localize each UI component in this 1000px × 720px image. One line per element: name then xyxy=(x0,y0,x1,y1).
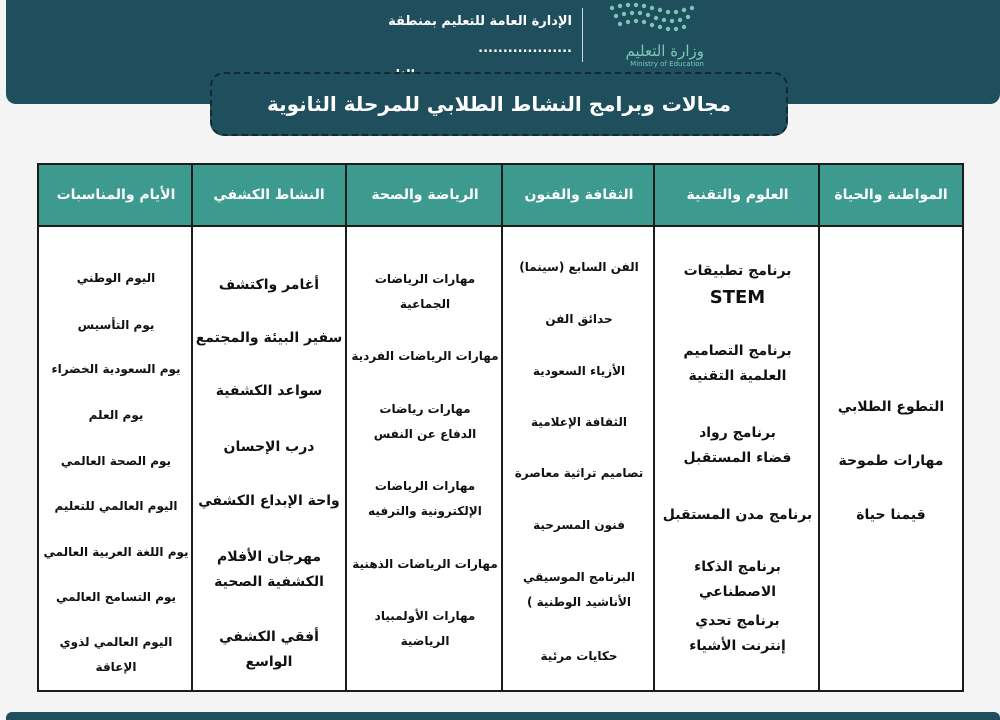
list-item: يوم الصحة العالمي xyxy=(60,454,172,468)
column-culture xyxy=(501,165,655,690)
list-item: سفير البيئة والمجتمع xyxy=(195,330,343,346)
list-item: الثقافة الإعلامية xyxy=(531,415,627,429)
list-item: STEM xyxy=(709,287,766,308)
logo-wordmark: وزارة التعليم xyxy=(625,42,704,60)
column-body xyxy=(820,227,962,690)
column-science xyxy=(653,165,820,690)
list-item: مهارات الأولمبياد الرياضية xyxy=(374,609,476,648)
list-item: يوم السعودية الخضراء xyxy=(51,362,181,376)
column-citizenship xyxy=(818,165,962,690)
column-body xyxy=(39,227,193,690)
list-item: التطوع الطلابي xyxy=(837,399,945,415)
list-item: يوم اللغة العربية العالمي xyxy=(43,545,189,559)
title-box xyxy=(210,72,788,136)
column-header: النشاط الكشفي xyxy=(193,165,345,227)
list-item: البرنامج الموسيقي الأناشيد الوطنية ) xyxy=(523,570,635,609)
list-item: اليوم العالمي للتعليم xyxy=(54,499,178,513)
list-item: اليوم العالمي لذوي الإعاقة xyxy=(59,635,173,674)
column-sports xyxy=(345,165,503,690)
list-item: مهارات طموحة xyxy=(838,453,944,469)
column-scouting xyxy=(191,165,345,690)
list-item: واحة الإبداع الكشفي xyxy=(198,493,340,509)
list-item: مهارات رياضات الدفاع عن النفس xyxy=(373,402,477,441)
list-item: برنامج تطبيقات xyxy=(683,263,792,279)
list-item: برنامج مدن المستقبل xyxy=(662,507,813,523)
list-item: مهرجان الأفلام الكشفية الصحية xyxy=(214,549,324,590)
list-item: يوم التأسيس xyxy=(77,318,155,332)
list-item: مهارات الرياضات الفردية xyxy=(351,349,499,363)
region-line: الإدارة العامة للتعليم بمنطقة ................... xyxy=(388,14,572,56)
column-header: الرياضة والصحة xyxy=(347,165,503,227)
column-body xyxy=(193,227,345,690)
list-item: سواعد الكشفية xyxy=(215,383,323,399)
list-item: درب الإحسان xyxy=(223,439,315,455)
list-item: أفقي الكشفي الواسع xyxy=(219,629,319,670)
list-item: أغامر واكتشف xyxy=(218,277,320,293)
programs-table xyxy=(37,163,964,692)
list-item: برنامج التصاميم العلمية التقنية xyxy=(683,343,792,384)
page-title: مجالات وبرامج النشاط الطلابي للمرحلة الثانوية xyxy=(266,92,732,116)
list-item: يوم العلم xyxy=(88,408,144,422)
list-item: يوم التسامح العالمي xyxy=(55,590,177,604)
column-body xyxy=(503,227,655,690)
list-item: مهارات الرياضات الذهنية xyxy=(352,557,498,571)
logo-subtitle: Ministry of Education xyxy=(630,60,704,68)
list-item: برنامج الذكاء الاصطناعي xyxy=(694,559,781,600)
column-header: العلوم والتقنية xyxy=(655,165,820,227)
list-item: حكايات مرئية xyxy=(540,649,618,663)
list-item: مهارات الرياضات الجماعية xyxy=(374,272,476,311)
column-header: الأيام والمناسبات xyxy=(39,165,193,227)
column-header: المواطنة والحياة xyxy=(820,165,962,227)
column-body xyxy=(347,227,503,690)
list-item: الأزياء السعودية xyxy=(532,364,626,378)
column-header: الثقافة والفنون xyxy=(503,165,655,227)
column-occasions xyxy=(39,165,193,690)
list-item: برنامج رواد فضاء المستقبل xyxy=(683,425,792,466)
list-item: مهارات الرياضات الإلكترونية والترفيه xyxy=(368,479,482,518)
list-item: الفن السابع (سينما) xyxy=(519,260,639,274)
header-divider xyxy=(582,8,583,62)
list-item: فنون المسرحية xyxy=(533,518,625,532)
column-body xyxy=(655,227,820,690)
list-item: اليوم الوطني xyxy=(76,271,156,285)
list-item: قيمنا حياة xyxy=(856,507,926,523)
footer-band xyxy=(6,712,1000,720)
list-item: حدائق الفن xyxy=(545,312,613,326)
list-item: تصاميم تراثية معاصرة xyxy=(514,466,644,480)
list-item: برنامج تحدي إنترنت الأشياء xyxy=(689,613,786,654)
